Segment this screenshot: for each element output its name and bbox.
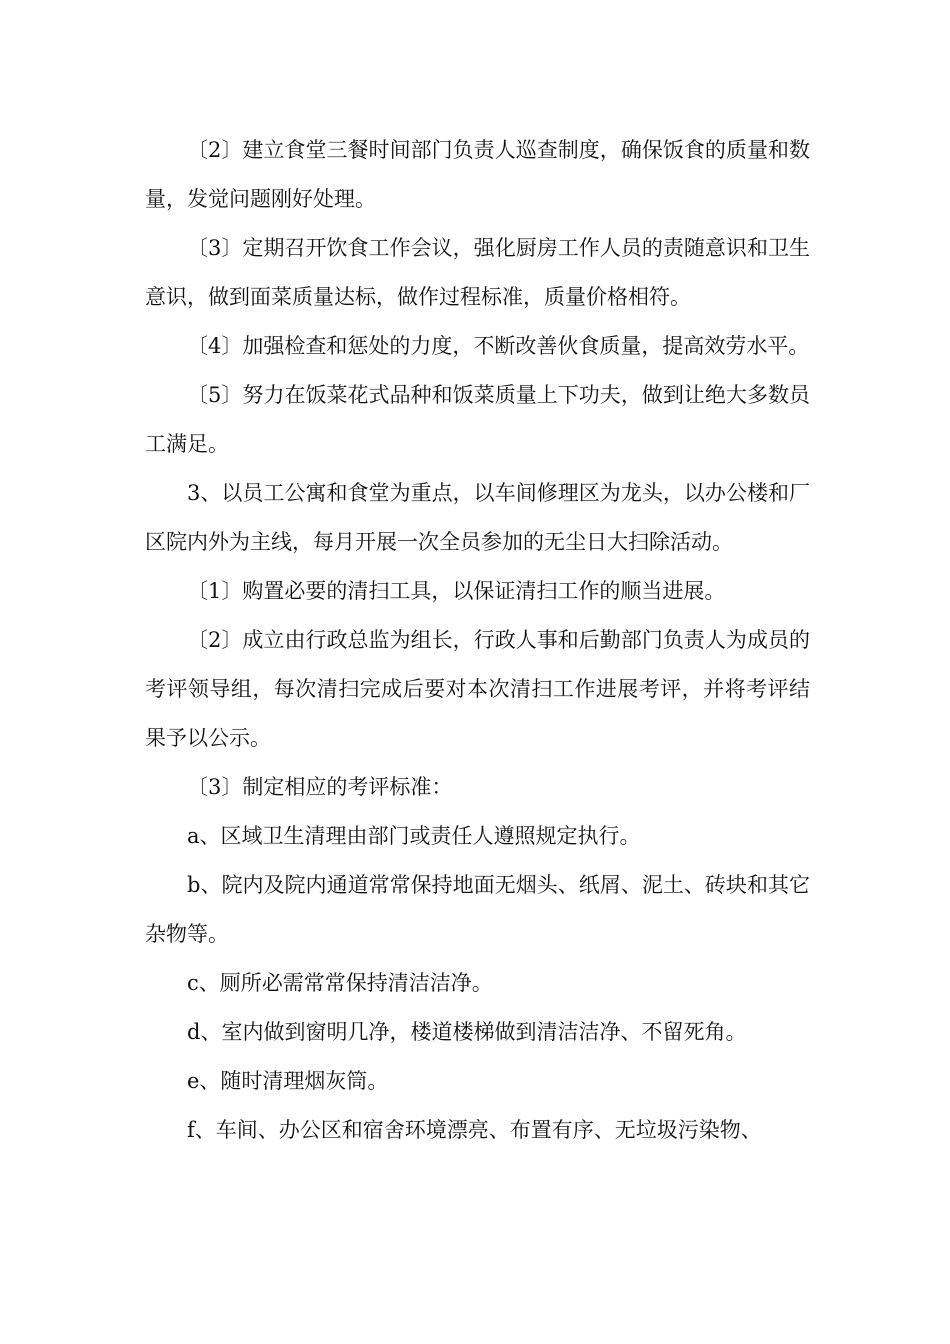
paragraph-2-evaluation-group: 〔2〕成立由行政总监为组长，行政人事和后勤部门负责人为成员的考评领导组，每次清扫完成后要对本次清扫工作进展考评，并将考评结果予以公示。 [145, 628, 810, 750]
paragraph-5-menu-variety: 〔5〕努力在饭菜花式品种和饭菜质量上下功夫，做到让绝大多数员工满足。 [145, 383, 810, 456]
standard-item-f: f、车间、办公区和宿舍环境漂亮、布置有序、无垃圾污染物、 [187, 1118, 762, 1142]
paragraph-3-evaluation-standards: 〔3〕制定相应的考评标准： [187, 775, 453, 799]
standard-item-b: b、院内及院内通道常常保持地面无烟头、纸屑、泥土、砖块和其它杂物等。 [145, 873, 810, 946]
standard-item-c: c、厕所必需常常保持清洁洁净。 [187, 971, 493, 995]
paragraph-2-canteen-inspection: 〔2〕建立食堂三餐时间部门负责人巡查制度，确保饭食的质量和数量，发觉问题刚好处理。 [145, 138, 810, 211]
document-page [145, 126, 810, 1155]
paragraph-1-cleaning-tools: 〔1〕购置必要的清扫工具，以保证清扫工作的顺当进展。 [187, 579, 726, 603]
paragraph-4-inspection-penalty: 〔4〕加强检查和惩处的力度，不断改善伙食质量，提高效劳水平。 [187, 334, 810, 358]
section-3-cleaning-activity: 3、以员工公寓和食堂为重点，以车间修理区为龙头，以办公楼和厂区院内外为主线，每月开展一次全员参加的无尘日大扫除活动。 [145, 481, 810, 554]
standard-item-e: e、随时清理烟灰筒。 [187, 1069, 389, 1093]
paragraph-3-food-meeting: 〔3〕定期召开饮食工作会议，强化厨房工作人员的责随意识和卫生意识，做到面菜质量达标，做作过程标准，质量价格相符。 [145, 236, 810, 309]
standard-item-a: a、区域卫生清理由部门或责任人遵照规定执行。 [187, 824, 641, 848]
standard-item-d: d、室内做到窗明几净，楼道楼梯做到清洁洁净、不留死角。 [187, 1020, 747, 1044]
